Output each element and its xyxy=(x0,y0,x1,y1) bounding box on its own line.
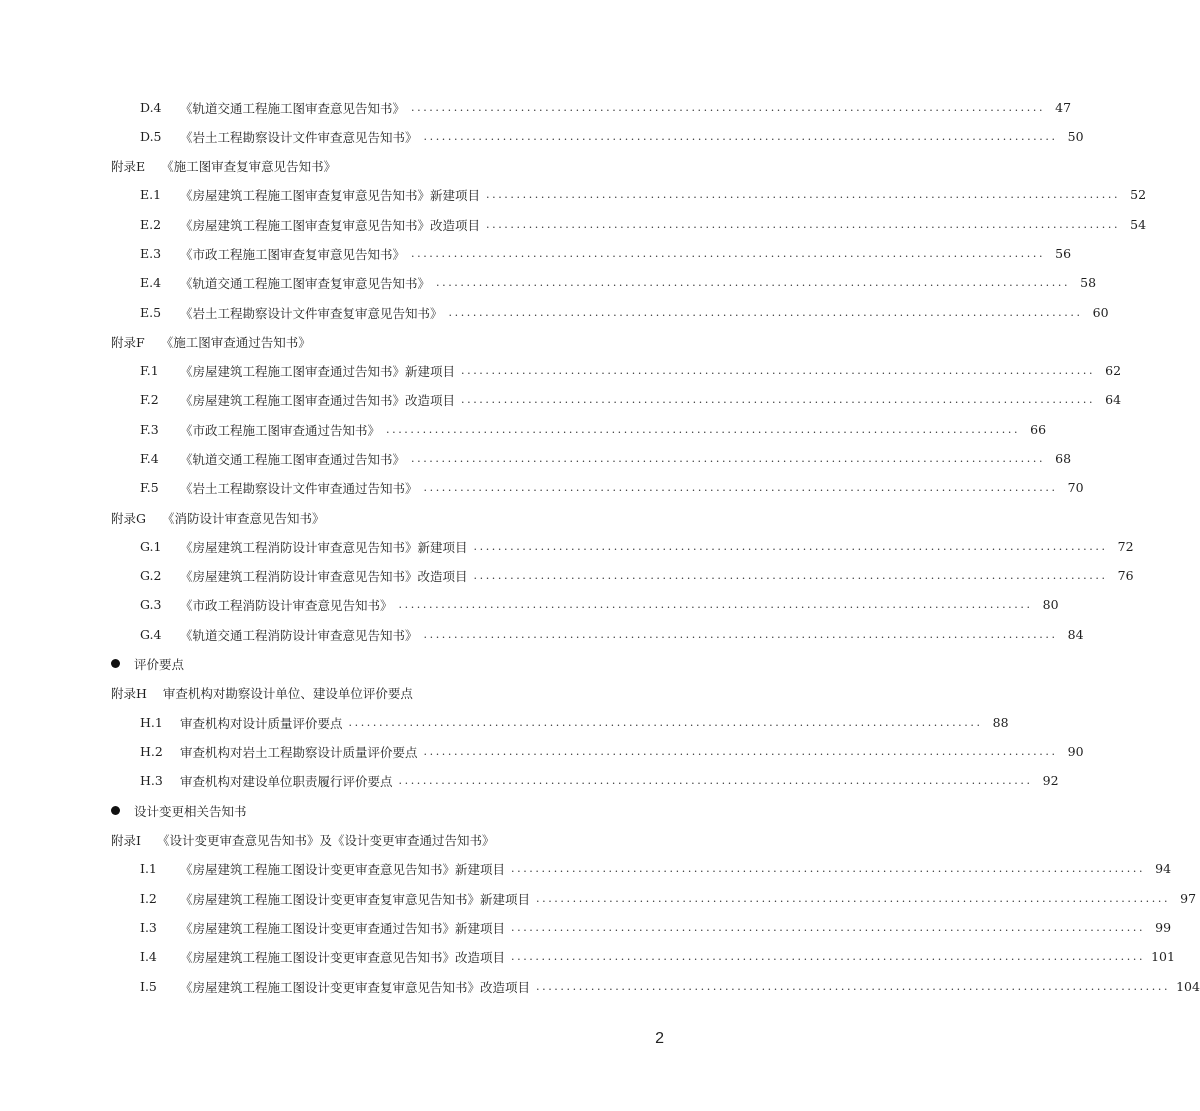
appendix-label: 附录H xyxy=(111,685,147,701)
entry-title: 《房屋建筑工程施工图设计变更审查通过告知书》新建项目 xyxy=(180,920,506,936)
entry-code: F.5 xyxy=(140,480,159,495)
dot-leader: ........................................................................................................ xyxy=(386,423,1021,436)
toc-entry[interactable] xyxy=(140,210,1147,239)
entry-code: H.3 xyxy=(140,773,163,788)
entry-page: 62 xyxy=(1105,363,1122,378)
entry-page: 52 xyxy=(1130,187,1147,202)
appendix-title: 《施工图审查复审意见告知书》 xyxy=(161,158,337,174)
entry-page: 94 xyxy=(1155,861,1172,876)
entry-title: 《岩土工程勘察设计文件审查复审意见告知书》 xyxy=(180,305,443,321)
entry-code: F.1 xyxy=(140,363,159,378)
entry-page: 99 xyxy=(1155,920,1172,935)
appendix-heading[interactable] xyxy=(111,503,671,532)
entry-title: 《市政工程施工图审查复审意见告知书》 xyxy=(180,246,406,262)
entry-page: 66 xyxy=(1030,422,1047,437)
entry-page: 97 xyxy=(1180,891,1197,906)
entry-title: 《房屋建筑工程消防设计审查意见告知书》新建项目 xyxy=(180,539,468,555)
entry-page: 70 xyxy=(1067,480,1084,495)
entry-title: 审查机构对设计质量评价要点 xyxy=(180,715,343,731)
entry-code: G.1 xyxy=(140,539,162,554)
entry-code: I.3 xyxy=(140,920,157,935)
toc-entry[interactable] xyxy=(140,620,1084,649)
bullet-icon xyxy=(111,806,120,815)
dot-leader: ........................................................................................................ xyxy=(486,188,1121,201)
dot-leader: ........................................................................................................ xyxy=(461,393,1096,406)
entry-page: 80 xyxy=(1042,597,1059,612)
entry-title: 《市政工程施工图审查通过告知书》 xyxy=(180,422,381,438)
entry-page: 104 xyxy=(1176,979,1200,994)
toc-entry[interactable] xyxy=(140,884,1197,913)
dot-leader: ........................................................................................................ xyxy=(411,452,1046,465)
entry-title: 《轨道交通工程施工图审查意见告知书》 xyxy=(180,100,406,116)
bullet-icon xyxy=(111,659,120,668)
entry-code: E.2 xyxy=(140,217,162,232)
dot-leader: ........................................................................................................ xyxy=(461,364,1096,377)
dot-leader: ........................................................................................................ xyxy=(398,774,1033,787)
toc-entry[interactable] xyxy=(140,356,1122,385)
appendix-title: 《施工图审查通过告知书》 xyxy=(160,334,311,350)
entry-title: 《房屋建筑工程消防设计审查意见告知书》改造项目 xyxy=(180,568,468,584)
dot-leader: ........................................................................................................ xyxy=(486,218,1121,231)
toc-entry[interactable] xyxy=(140,561,1134,590)
page-number: 2 xyxy=(655,1030,664,1047)
appendix-title: 《消防设计审查意见告知书》 xyxy=(162,510,325,526)
dot-leader: ........................................................................................................ xyxy=(398,598,1033,611)
entry-title: 《房屋建筑工程施工图审查复审意见告知书》新建项目 xyxy=(180,187,481,203)
toc-entry[interactable] xyxy=(140,972,1200,1001)
section-title: 设计变更相关告知书 xyxy=(134,803,247,819)
entry-title: 《房屋建筑工程施工图审查通过告知书》新建项目 xyxy=(180,363,456,379)
entry-page: 76 xyxy=(1117,568,1134,583)
entry-code: D.4 xyxy=(140,100,162,115)
toc-entry[interactable] xyxy=(140,737,1084,766)
appendix-label: 附录F xyxy=(111,334,145,350)
toc-entry[interactable] xyxy=(140,708,1009,737)
entry-page: 58 xyxy=(1080,275,1097,290)
dot-leader: ........................................................................................................ xyxy=(423,628,1058,641)
section-heading[interactable] xyxy=(111,796,671,825)
dot-leader: ........................................................................................................ xyxy=(448,306,1083,319)
appendix-label: 附录I xyxy=(111,832,141,848)
entry-page: 92 xyxy=(1042,773,1059,788)
toc-entry[interactable] xyxy=(140,268,1097,297)
toc-entry[interactable] xyxy=(140,385,1122,414)
toc-entry[interactable] xyxy=(140,590,1059,619)
toc-entry[interactable] xyxy=(140,444,1072,473)
entry-code: H.2 xyxy=(140,744,163,759)
entry-title: 《轨道交通工程消防设计审查意见告知书》 xyxy=(180,627,418,643)
appendix-heading[interactable] xyxy=(111,327,671,356)
entry-page: 56 xyxy=(1055,246,1072,261)
entry-title: 《房屋建筑工程施工图设计变更审查意见告知书》新建项目 xyxy=(180,861,506,877)
appendix-heading[interactable] xyxy=(111,151,671,180)
entry-code: D.5 xyxy=(140,129,162,144)
dot-leader: ........................................................................................................ xyxy=(511,921,1146,934)
entry-page: 101 xyxy=(1151,949,1175,964)
dot-leader: ........................................................................................................ xyxy=(536,980,1171,993)
toc-entry[interactable] xyxy=(140,942,1175,971)
entry-page: 60 xyxy=(1092,305,1109,320)
entry-title: 《轨道交通工程施工图审查复审意见告知书》 xyxy=(180,275,431,291)
toc-entry[interactable] xyxy=(140,298,1109,327)
entry-code: G.4 xyxy=(140,627,162,642)
entry-title: 《岩土工程勘察设计文件审查通过告知书》 xyxy=(180,480,418,496)
entry-page: 68 xyxy=(1055,451,1072,466)
dot-leader: ........................................................................................................ xyxy=(473,540,1108,553)
entry-code: G.2 xyxy=(140,568,162,583)
entry-title: 审查机构对建设单位职责履行评价要点 xyxy=(180,773,393,789)
entry-code: F.2 xyxy=(140,392,159,407)
dot-leader: ........................................................................................................ xyxy=(473,569,1108,582)
toc-entry[interactable] xyxy=(140,913,1172,942)
entry-title: 《轨道交通工程施工图审查通过告知书》 xyxy=(180,451,406,467)
toc-entry[interactable] xyxy=(140,122,1084,151)
section-title: 评价要点 xyxy=(134,656,185,672)
entry-page: 50 xyxy=(1067,129,1084,144)
appendix-title: 审查机构对勘察设计单位、建设单位评价要点 xyxy=(162,685,413,701)
entry-title: 《房屋建筑工程施工图审查复审意见告知书》改造项目 xyxy=(180,217,481,233)
toc-entry[interactable] xyxy=(140,766,1059,795)
entry-code: I.4 xyxy=(140,949,157,964)
entry-page: 90 xyxy=(1067,744,1084,759)
entry-code: H.1 xyxy=(140,715,163,730)
entry-code: E.4 xyxy=(140,275,162,290)
entry-page: 72 xyxy=(1117,539,1134,554)
entry-page: 54 xyxy=(1130,217,1147,232)
dot-leader: ........................................................................................................ xyxy=(423,745,1058,758)
entry-title: 《房屋建筑工程施工图审查通过告知书》改造项目 xyxy=(180,392,456,408)
entry-page: 47 xyxy=(1055,100,1072,115)
entry-title: 《房屋建筑工程施工图设计变更审查意见告知书》改造项目 xyxy=(180,949,506,965)
toc-entry[interactable] xyxy=(140,532,1134,561)
appendix-label: 附录E xyxy=(111,158,146,174)
dot-leader: ........................................................................................................ xyxy=(511,950,1146,963)
entry-title: 《房屋建筑工程施工图设计变更审查复审意见告知书》改造项目 xyxy=(180,979,531,995)
entry-title: 《岩土工程勘察设计文件审查意见告知书》 xyxy=(180,129,418,145)
entry-code: I.2 xyxy=(140,891,157,906)
appendix-label: 附录G xyxy=(111,510,146,526)
entry-page: 64 xyxy=(1105,392,1122,407)
entry-code: F.3 xyxy=(140,422,159,437)
toc-entry[interactable] xyxy=(140,180,1147,209)
dot-leader: ........................................................................................................ xyxy=(536,892,1171,905)
dot-leader: ........................................................................................................ xyxy=(436,276,1071,289)
dot-leader: ........................................................................................................ xyxy=(348,716,983,729)
entry-page: 88 xyxy=(992,715,1009,730)
entry-title: 《房屋建筑工程施工图设计变更审查复审意见告知书》新建项目 xyxy=(180,891,531,907)
entry-code: I.5 xyxy=(140,979,157,994)
appendix-title: 《设计变更审查意见告知书》及《设计变更审查通过告知书》 xyxy=(156,832,495,848)
entry-code: E.1 xyxy=(140,187,162,202)
entry-code: F.4 xyxy=(140,451,159,466)
toc-entry[interactable] xyxy=(140,473,1084,502)
entry-code: E.3 xyxy=(140,246,162,261)
appendix-heading[interactable] xyxy=(111,678,671,707)
toc-entry[interactable] xyxy=(140,93,1072,122)
dot-leader: ........................................................................................................ xyxy=(511,862,1146,875)
entry-title: 《市政工程消防设计审查意见告知书》 xyxy=(180,597,393,613)
entry-code: I.1 xyxy=(140,861,157,876)
toc-entry[interactable] xyxy=(140,415,1047,444)
entry-page: 84 xyxy=(1067,627,1084,642)
section-heading[interactable] xyxy=(111,649,671,678)
dot-leader: ........................................................................................................ xyxy=(423,481,1058,494)
dot-leader: ........................................................................................................ xyxy=(411,247,1046,260)
dot-leader: ........................................................................................................ xyxy=(411,101,1046,114)
entry-title: 审查机构对岩土工程勘察设计质量评价要点 xyxy=(180,744,418,760)
entry-code: G.3 xyxy=(140,597,162,612)
toc-entry[interactable] xyxy=(140,239,1072,268)
appendix-heading[interactable] xyxy=(111,825,671,854)
toc-entry[interactable] xyxy=(140,854,1172,883)
dot-leader: ........................................................................................................ xyxy=(423,130,1058,143)
entry-code: E.5 xyxy=(140,305,162,320)
